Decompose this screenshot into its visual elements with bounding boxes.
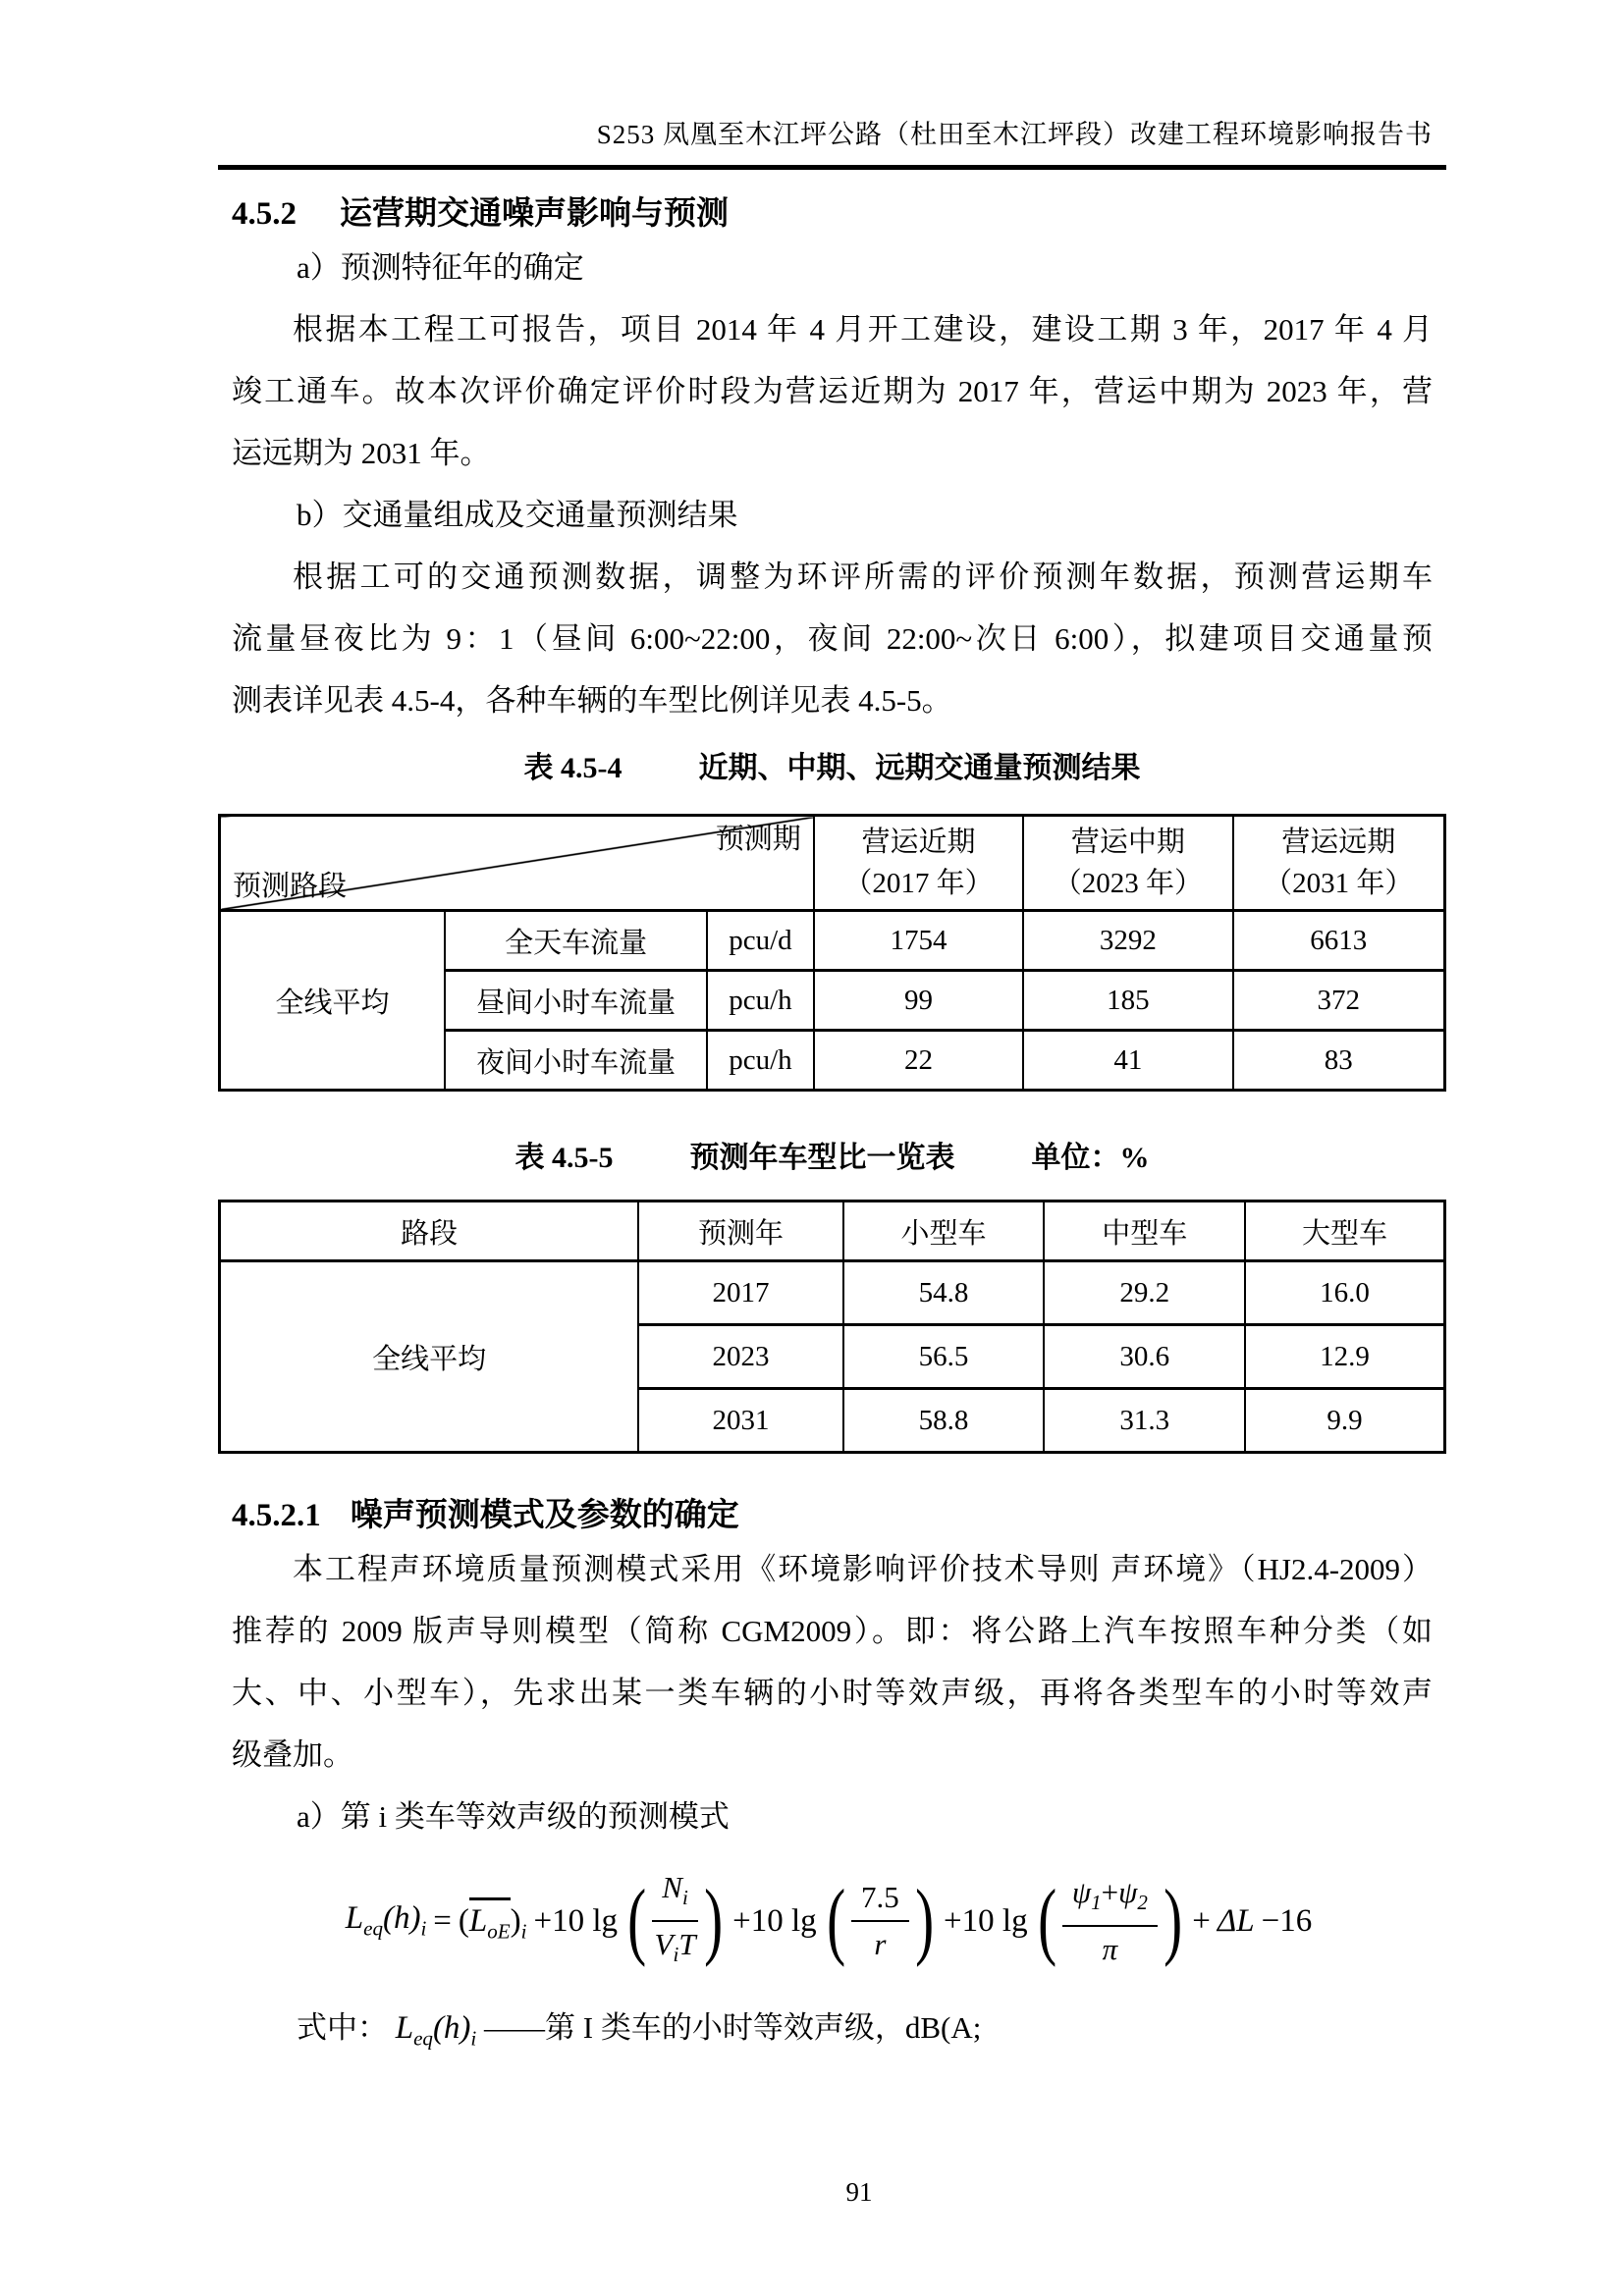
- operator-10lg: +10 lg: [944, 1902, 1028, 1939]
- cell-value: 3292: [1023, 911, 1232, 971]
- subheading-b-traffic-volume: b）交通量组成及交通量预测结果: [297, 498, 738, 532]
- paragraph-noise-model: [232, 1538, 1433, 1786]
- cell-value: 185: [1023, 971, 1232, 1031]
- table-caption-title: 近期、中期、远期交通量预测结果: [698, 752, 1141, 784]
- table-4-5-4-caption: [218, 749, 1446, 788]
- formula-subscript: i: [520, 1919, 527, 1944]
- paragraph-line: 根据工可的交通预测数据，调整为环评所需的评价预测年数据，预测营运期车: [293, 560, 1433, 594]
- formula-constant: −16: [1261, 1902, 1313, 1939]
- column-header-line: （2023 年）: [1053, 868, 1203, 899]
- column-header-line: 营运近期: [861, 827, 976, 858]
- column-header-far-term: [1233, 816, 1445, 911]
- diagonal-header-cell: [220, 816, 814, 911]
- formula-symbol: L: [395, 2010, 414, 2046]
- cell-item: 夜间小时车流量: [445, 1031, 707, 1091]
- paren: ): [510, 1903, 521, 1940]
- cell-value: 56.5: [843, 1325, 1045, 1389]
- fraction-numerator: [652, 1870, 698, 1922]
- formula-subscript: i: [420, 1916, 427, 1941]
- section-number: 4.5.2.1: [232, 1498, 321, 1533]
- diagonal-label-road-section: 预测路段: [233, 871, 348, 902]
- column-header-large-vehicle: 大型车: [1245, 1201, 1444, 1261]
- diagonal-label-period: 预测期: [715, 824, 801, 855]
- table-4-5-5-vehicle-type-ratio: [218, 1200, 1446, 1454]
- column-header-mid-term: [1023, 816, 1232, 911]
- table-header-row: [220, 816, 1445, 911]
- table-4-5-5-caption: [218, 1139, 1446, 1178]
- cell-value: 99: [814, 971, 1023, 1031]
- cell-unit: pcu/h: [707, 1031, 814, 1091]
- subheading-a-equivalent-sound-level: a）第 i 类车等效声级的预测模式: [297, 1799, 730, 1834]
- formula-symbol: N: [662, 1869, 682, 1904]
- cell-value: 6613: [1233, 911, 1445, 971]
- cell-item: 昼间小时车流量: [445, 971, 707, 1031]
- page-number: 91: [845, 2177, 873, 2207]
- formula-symbol-delta-l: ΔL: [1217, 1902, 1255, 1939]
- fraction-distance: [851, 1880, 909, 1962]
- cell-value: 29.2: [1044, 1261, 1245, 1325]
- fraction-denominator: [655, 1922, 696, 1972]
- fraction-angle: [1062, 1875, 1158, 1967]
- table-caption-unit: 单位：%: [1031, 1142, 1150, 1174]
- cell-year: 2017: [638, 1261, 842, 1325]
- section-title: 噪声预测模式及参数的确定: [350, 1498, 739, 1533]
- table-row: [220, 911, 1445, 971]
- where-prefix: 式中：: [297, 2010, 388, 2045]
- paragraph-line: 大、中、小型车），先求出某一类车辆的小时等效声级，再将各类型车的小时等效声: [232, 1676, 1433, 1710]
- formula-symbol: ψ: [1118, 1874, 1138, 1909]
- formula-symbol: L: [468, 1903, 488, 1940]
- paragraph-prediction-years: [232, 298, 1433, 484]
- table-4-5-4-traffic-forecast: [218, 814, 1446, 1092]
- paragraph-line: 测表详见表 4.5-4，各种车辆的车型比例详见表 4.5-5。: [232, 683, 952, 718]
- formula-symbol: (h): [432, 2010, 471, 2046]
- cell-value: 22: [814, 1031, 1023, 1091]
- page-header: [218, 118, 1446, 170]
- big-paren: (: [1037, 1873, 1056, 1968]
- formula-subscript: oE: [487, 1919, 511, 1944]
- table-caption-label: 表 4.5-5: [514, 1142, 614, 1174]
- where-description: ——第 I 类车的小时等效声级，dB(A;: [484, 2010, 982, 2045]
- where-symbol: [395, 2010, 477, 2051]
- formula-subscript: eq: [363, 1916, 383, 1941]
- section-title: 运营期交通噪声影响与预测: [340, 196, 729, 232]
- formula-where-clause: [232, 1997, 1433, 2070]
- fraction-denominator: [1103, 1927, 1118, 1967]
- paragraph-line: 竣工通车。故本次评价确定评价时段为营运近期为 2017 年，营运中期为 2023 年，营: [232, 374, 1433, 408]
- paragraph-line: 本工程声环境质量预测模式采用《环境影响评价技术导则 声环境》（HJ2.4-2009）: [293, 1552, 1433, 1586]
- noise-prediction-formula: [232, 1853, 1433, 1989]
- section-heading-4-5-2-1: [232, 1493, 1433, 1538]
- fraction-denominator: [874, 1922, 886, 1962]
- table-header-row: [220, 1201, 1445, 1261]
- formula-symbol: L: [345, 1900, 364, 1937]
- big-paren: (: [627, 1873, 647, 1968]
- column-header-road-section: 路段: [220, 1201, 639, 1261]
- cell-value: 41: [1023, 1031, 1232, 1091]
- formula-subscript: i: [673, 1943, 679, 1967]
- column-header-line: 营运远期: [1281, 827, 1396, 858]
- row-group-cell: 全线平均: [220, 911, 446, 1091]
- column-header-small-vehicle: 小型车: [843, 1201, 1045, 1261]
- paragraph-line: 流量昼夜比为 9：1（昼间 6:00~22:00，夜间 22:00~次日 6:00），拟建项目交通量预: [232, 621, 1433, 656]
- column-header-line: （2017 年）: [843, 868, 994, 899]
- operator-10lg: +10 lg: [533, 1902, 618, 1939]
- cell-value: 1754: [814, 911, 1023, 971]
- fraction-numerator: 7.5: [851, 1880, 909, 1922]
- paragraph-line: 级叠加。: [232, 1737, 353, 1772]
- formula-symbol: ψ: [1071, 1874, 1092, 1909]
- big-paren: ): [703, 1873, 724, 1968]
- formula-symbol: (h): [382, 1900, 421, 1937]
- cell-value: 31.3: [1044, 1389, 1245, 1453]
- cell-value: 12.9: [1245, 1325, 1444, 1389]
- paragraph-line: 根据本工程工可报告，项目 2014 年 4 月开工建设，建设工期 3 年，2017 年 4 月: [293, 312, 1433, 347]
- section-heading-4-5-2: [232, 191, 1433, 237]
- formula-subscript: 2: [1137, 1891, 1148, 1915]
- cell-unit: pcu/h: [707, 971, 814, 1031]
- formula-lhs: [346, 1900, 427, 1942]
- section-number: 4.5.2: [232, 196, 297, 232]
- column-header-line: （2031 年）: [1264, 868, 1414, 899]
- cell-value: 16.0: [1245, 1261, 1444, 1325]
- table-caption-label: 表 4.5-4: [523, 752, 623, 784]
- fraction-traffic: [652, 1870, 698, 1972]
- report-title: S253 凤凰至木江坪公路（杜田至木江坪段）改建工程环境影响报告书: [596, 120, 1433, 149]
- paragraph-traffic-volume: [232, 546, 1433, 731]
- fraction-numerator: [1062, 1875, 1158, 1927]
- cell-year: 2031: [638, 1389, 842, 1453]
- paragraph-line: 运远期为 2031 年。: [232, 436, 491, 470]
- table-caption-title: 预测年车型比一览表: [689, 1142, 955, 1174]
- column-header-medium-vehicle: 中型车: [1044, 1201, 1245, 1261]
- subheading-a-prediction-years: a）预测特征年的确定: [297, 250, 584, 285]
- formula-symbol: T: [678, 1927, 696, 1961]
- formula-mean-emission-level: [459, 1897, 527, 1945]
- formula-subscript: i: [681, 1886, 688, 1909]
- column-header-near-term: [814, 816, 1023, 911]
- formula-subscript: i: [470, 2026, 477, 2051]
- table-row: [220, 1261, 1445, 1325]
- plus-sign: +: [1101, 1874, 1119, 1909]
- big-paren: ): [914, 1873, 934, 1968]
- formula-subscript: eq: [413, 2026, 433, 2051]
- big-paren: ): [1164, 1873, 1183, 1968]
- cell-value: 30.6: [1044, 1325, 1245, 1389]
- plus-sign: +: [1192, 1902, 1211, 1939]
- formula-symbol: π: [1102, 1932, 1118, 1967]
- formula-symbol: V: [654, 1927, 674, 1961]
- cell-year: 2023: [638, 1325, 842, 1389]
- cell-unit: pcu/d: [707, 911, 814, 971]
- cell-item: 全天车流量: [445, 911, 707, 971]
- paren: (: [458, 1903, 469, 1940]
- column-header-line: 营运中期: [1070, 827, 1185, 858]
- row-group-cell: 全线平均: [220, 1261, 639, 1453]
- formula-subscript: 1: [1091, 1891, 1102, 1915]
- cell-value: 9.9: [1245, 1389, 1444, 1453]
- cell-value: 83: [1233, 1031, 1445, 1091]
- operator-10lg: +10 lg: [732, 1902, 817, 1939]
- cell-value: 372: [1233, 971, 1445, 1031]
- formula-symbol: r: [874, 1927, 887, 1961]
- cell-value: 58.8: [843, 1389, 1045, 1453]
- cell-value: 54.8: [843, 1261, 1045, 1325]
- equals-sign: =: [433, 1902, 452, 1939]
- big-paren: (: [826, 1873, 845, 1968]
- paragraph-line: 推荐的 2009 版声导则模型（简称 CGM2009）。即：将公路上汽车按照车种分类（如: [232, 1614, 1433, 1648]
- column-header-forecast-year: 预测年: [638, 1201, 842, 1261]
